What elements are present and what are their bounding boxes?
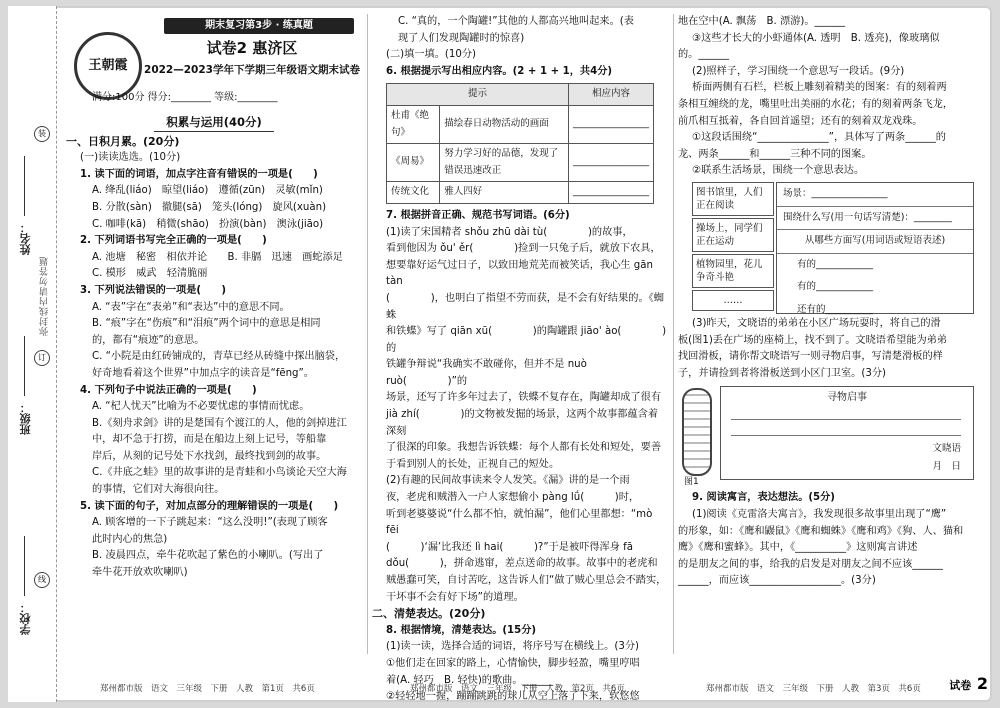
- hint-table: [386, 83, 654, 204]
- text-line: 9. 阅读寓言，表达想法。(5分): [692, 492, 835, 504]
- text-line: 的，都有“痕迹”的意思。: [92, 334, 205, 346]
- text-line: jià zhí( )的文物被发掘的场景，这两个故事都蕴含着深刻: [386, 409, 659, 437]
- table-cell: 雅人四好: [440, 182, 569, 204]
- text-line: 于看到别人的长处，正视自己的短处。: [386, 458, 560, 470]
- school-label: 学校：: [19, 602, 32, 635]
- text-line: A. “杞人忧天”比喻为不必要忧虑的事情而忧虑。: [92, 401, 310, 413]
- scene-box: ……: [692, 290, 774, 311]
- text-line: 地在空中(A. 飘荡 B. 漂游)。______: [678, 16, 846, 27]
- text-line: (3)昨天，文晓语的弟弟在小区广场玩耍时，将自己的滑: [692, 317, 941, 329]
- text-line: 铁罐争辩说“我确实不敢碰你，但并不是 nuò ruò( )”的: [386, 359, 587, 387]
- scene-field: 有的____________: [797, 281, 874, 293]
- text-line: 好奇地看着这个世界”中加点字的读音是“fēng”。: [92, 367, 314, 379]
- column-3: [678, 14, 978, 590]
- paper-num: 2: [976, 674, 988, 693]
- table-row: [387, 182, 654, 204]
- page-footer: 郑州都市版 语文 三年级 下册 人教 第2页 共6页: [410, 684, 625, 694]
- text-line: A. “表”字在“表弟”和“表达”中的意思不同。: [92, 301, 290, 313]
- lost-notice: [678, 386, 978, 490]
- text-line: 牵牛花开放欢吹喇叭): [92, 567, 188, 579]
- page-footer: 郑州都市版 语文 三年级 下册 人教 第1页 共6页: [100, 684, 315, 694]
- text-line: 听到老婆婆说“什么都不怕，就怕漏”，他们心里都想：“mò fēi: [386, 508, 653, 537]
- name-label: 姓名：: [19, 222, 32, 255]
- text-line: (1)读了宋国精者 shǒu zhū dài tù( )的故事，: [386, 226, 633, 238]
- text-line: 1. 读下面的词语，加点字注音有错误的一项是( ): [80, 168, 318, 180]
- review-banner: 期末复习第3步 · 练真题: [164, 18, 354, 34]
- text-line: 鹰》《鹰和蜜蜂》。其中，《__________》这则寓言讲述: [678, 542, 918, 554]
- scene-field: 从哪些方面写(用词语或短语表述): [777, 230, 973, 254]
- text-line: 的事情，它们对大海很向往。: [92, 484, 225, 496]
- scene-diagram: [678, 182, 978, 316]
- table-cell: ________________: [568, 182, 653, 204]
- text-line: 想要靠好运气过日子，以致田地荒芜而被笑话，我心生 gān tàn: [386, 259, 653, 288]
- question-list-2b: [372, 208, 668, 706]
- text-line: (2)照样子，学习围绕一个意思写一段话。(9分): [692, 65, 905, 77]
- text-line: 的。______: [678, 49, 729, 61]
- text-line: 的形象，如：《鹰和鼹鼠》《鹰和蜘蛛》《鹰和鸡》《狗、人、猫和: [678, 525, 964, 537]
- score-meta: 满分:100分 得分:________ 等级:________: [92, 92, 278, 103]
- notice-line: [731, 419, 961, 420]
- binding-mark: 装: [34, 126, 50, 142]
- scene-field: 围绕什么写(用一句话写清楚)：________: [777, 207, 973, 231]
- figure-label: 图1: [684, 477, 699, 488]
- table-row: [387, 105, 654, 143]
- exam-title: 试卷2 惠济区: [206, 39, 298, 57]
- text-line: 子，并请捡到者将滑板送到小区门卫室。(3分): [678, 367, 886, 379]
- skateboard-image: [682, 388, 712, 476]
- text-line: (1)读一读，选择合适的词语，将序号写在横线上。(3分): [386, 641, 639, 653]
- text-line: 和铁蝶》写了 qiān xū( )的陶罐跟 jiāo' ào( )的: [386, 326, 667, 354]
- brand-logo: 王朝霞: [74, 32, 142, 100]
- exam-subtitle: 2022—2023学年下学期三年级语文期末试卷: [144, 64, 360, 76]
- table-cell: 描绘春日动物活动的画面: [440, 105, 569, 143]
- scene-field: 有的____________: [797, 258, 874, 270]
- question-list-3b: [678, 316, 978, 382]
- table-body: [387, 105, 654, 203]
- scene-answer-box: [776, 182, 974, 314]
- text-line: C. “小院是由红砖铺成的，青草已经从砖缝中探出脑袋，: [92, 351, 346, 363]
- binding-mark: 订: [34, 350, 50, 366]
- text-line: 6. 根据提示写出相应内容。(2 + 1 + 1，共4分): [386, 65, 613, 77]
- table-cell: 杜甫《绝句》: [387, 105, 440, 143]
- paper-number: [949, 674, 988, 693]
- notice-box: [720, 386, 974, 480]
- cut-line-text: 弥封线内请勿答题: [40, 256, 50, 336]
- text-line: 7. 根据拼音正确、规范书写词语。(6分): [386, 209, 570, 221]
- scene-box: 图书馆里，人们正在阅读: [692, 182, 774, 216]
- text-line: 着(A. 轻巧 B. 轻快)的歌曲。______: [386, 674, 554, 686]
- text-line: ( )，也明白了指望不劳而获，是不会有好结果的。《蜘蛛: [386, 292, 664, 321]
- scene-field: 还有的__________: [797, 303, 874, 315]
- text-line: 板(图1)丢在广场的座椅上，找不到了。文晓语希望能为弟弟: [678, 334, 948, 346]
- question-list-1: [66, 134, 362, 582]
- text-line: 二、清楚表达。(20分): [372, 607, 486, 621]
- question-list-3a: [678, 14, 978, 180]
- text-line: A. 绛乱(liáo) 晾望(liáo) 遵循(zūn) 灵敏(mǐn): [92, 185, 323, 197]
- table-cell: 传统文化: [387, 182, 440, 204]
- text-line: 夜，老虎和贼潜入一户人家想偷小 pàng lǘ( )时，: [386, 492, 640, 504]
- school-underline: [24, 536, 25, 596]
- paper-label: 试卷: [949, 679, 972, 692]
- text-line: B.《刻舟求剑》讲的是楚国有个渡江的人，他的剑掉进江: [92, 417, 347, 429]
- table-cell: ________________: [568, 144, 653, 182]
- text-line: C.《井底之蛙》里的故事讲的是青蛙和小鸟谈论天空大海: [92, 467, 347, 479]
- text-line: 龙、两条______和______三种不同的图案。: [678, 148, 872, 160]
- text-line: ③这些才长大的小虾通体(A. 透明 B. 透亮)，像玻璃似: [692, 32, 940, 44]
- text-line: 前爪相互抵着，各自回首遥望；还有的刻着双龙戏珠。: [678, 115, 923, 127]
- text-line: 场景，还写了许多年过去了，铁蝶不复存在，陶罐却成了很有: [386, 392, 662, 404]
- text-line: B. 凌晨四点，牵牛花吹起了紫色的小喇叭。(写出了: [92, 550, 324, 562]
- text-line: ①这段话围绕“______________”，具体写了两条______的: [692, 132, 946, 144]
- table-cell: 努力学习好的品德，发现了错误迅速改正: [440, 144, 569, 182]
- text-line: 找回滑板，请你帮文晓语写一则寻物启事，写清楚滑板的样: [678, 351, 943, 363]
- table-header: 提示: [387, 84, 569, 106]
- notice-date: 月 日: [932, 461, 961, 473]
- text-line: C. 咖啡(kā) 稍微(shāo) 扮演(bàn) 澳泳(jiāo): [92, 218, 324, 230]
- text-line: (二)填一填。(10分): [386, 49, 476, 61]
- text-line: ①他们走在回家的路上，心情愉快，脚步轻盈，嘴里哼唱: [386, 657, 640, 669]
- column-divider: [367, 14, 368, 654]
- scene-box: 操场上，同学们正在运动: [692, 218, 774, 252]
- column-1: [66, 14, 362, 582]
- text-line: 此时内心的焦急): [92, 533, 168, 545]
- section-title: 积累与运用(40分): [154, 114, 274, 132]
- table-cell: 《周易》: [387, 144, 440, 182]
- text-line: A. 池塘 秘密 相依并论 B. 非膈 迅速 画蛇添足: [92, 251, 343, 263]
- table-row: [387, 144, 654, 182]
- text-line: 条相互缠绕的龙，嘴里吐出美丽的水花；有的刻着两条飞龙，: [678, 98, 954, 110]
- column-2: [372, 14, 668, 706]
- exam-header: [66, 14, 362, 110]
- text-line: dǒu( )，拼命逃窜，差点送命的故事。故事中的老虎和: [386, 558, 658, 570]
- class-label: 班级：: [19, 402, 32, 435]
- text-line: ______，而应该__________________。(3分): [678, 575, 876, 587]
- binding-mark: 线: [34, 572, 50, 588]
- text-line: 中，却不急于打捞，而是在船边上刻上记号，等船靠: [92, 434, 327, 446]
- page-footer: 郑州都市版 语文 三年级 下册 人教 第3页 共6页: [706, 684, 921, 694]
- column-divider: [673, 14, 674, 654]
- text-line: ( )‘漏’比我还 lì hai( )?”于是被吓得浑身 fā: [386, 541, 633, 553]
- text-line: 贼愚蠢可笑，自讨苦吃，这告诉人们“做了贼心里总会不踏实，: [386, 575, 667, 586]
- text-line: C. “真的，一个陶罐!”其他的人都高兴地叫起来。(表: [398, 16, 634, 27]
- text-line: 4. 下列句子中说法正确的一项是( ): [80, 384, 257, 396]
- text-line: (1)阅读《克雷洛夫寓言》，我发现很多故事里出现了“鹰”: [692, 508, 947, 520]
- text-line: 岸后，从刻的记号处下水找剑，最终找到剑的故事。: [92, 450, 327, 462]
- text-line: 了很深的印象。我想告诉铁蝶：每个人都有长处和短处，要善: [386, 442, 662, 454]
- table-header: 相应内容: [568, 84, 653, 106]
- table-cell: ________________: [568, 105, 653, 143]
- text-line: 3. 下列说法错误的一项是( ): [80, 284, 227, 296]
- text-line: 一、日积月累。(20分): [66, 134, 180, 148]
- question-list-2a: [372, 14, 668, 80]
- text-line: 8. 根据情境，清楚表达。(15分): [386, 624, 537, 636]
- notice-line: [731, 435, 961, 436]
- text-line: A. 顾客增的一下子跳起来：“这么没明!”(表现了顾客: [92, 517, 328, 529]
- text-line: B. “痕”字在“伤痕”和“泪痕”两个词中的意思是相同: [92, 318, 321, 330]
- text-line: 桥面两侧有石栏，栏板上雕刻着精美的图案：有的刻着两: [692, 82, 947, 94]
- text-line: (2)有趣的民间故事读来令人发笑。《漏》讲的是一个雨: [386, 475, 630, 487]
- text-line: ②轻轻地一握，蹦蹦跳跳的球儿从空上落了下来，软悠悠: [386, 691, 640, 703]
- scene-field: 场景：________________: [777, 183, 973, 207]
- text-line: 看到他因为 ǒu' ěr( )捡到一只兔子后，就放下农具，: [386, 243, 661, 255]
- text-line: (一)读读选选。(10分): [80, 152, 181, 164]
- scene-box: 植物园里，花儿争奇斗艳: [692, 254, 774, 288]
- text-line: C. 模形 威武 轻清脆丽: [92, 268, 208, 280]
- class-underline: [24, 336, 25, 396]
- name-underline: [24, 156, 25, 216]
- notice-title: 寻物启事: [827, 392, 867, 404]
- text-line: 2. 下列词语书写完全正确的一项是( ): [80, 235, 267, 247]
- question-list-3c: [678, 490, 978, 590]
- text-line: ②联系生活场景，围绕一个意思表达。: [692, 165, 865, 177]
- text-line: 现了人们发现陶罐时的惊喜): [398, 32, 525, 44]
- binding-margin: [8, 6, 57, 702]
- text-line: 的是朋友之间的事，给我的启发是对朋友之间不应该______: [678, 558, 943, 570]
- text-line: 5. 读下面的句子，对加点部分的理解错误的一项是( ): [80, 500, 339, 512]
- text-line: B. 分散(sàn) 撤腿(sā) 笼头(lóng) 旋风(xuàn): [92, 201, 327, 213]
- text-line: 干坏事不会有好下场”的道理。: [386, 591, 524, 603]
- notice-signer: 文晓语: [932, 443, 961, 455]
